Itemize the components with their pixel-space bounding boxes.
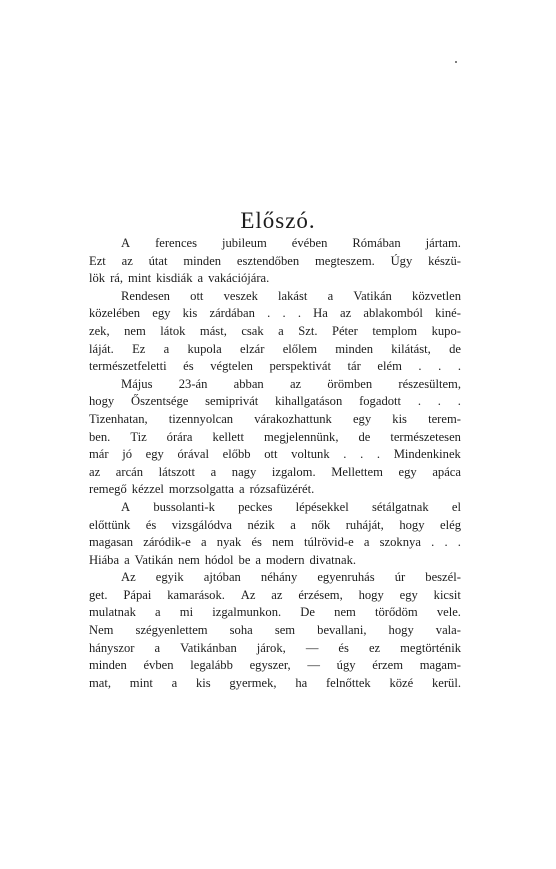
text-line: mat, mint a kis gyermek, ha felnőttek közé kerül. [89,675,461,690]
text-line: Tizenhatan, tizennyolcan várakozhattunk egy kis terem- [89,411,461,426]
text-line: Az egyik ajtóban néhány egyenruhás úr beszél- [121,570,461,585]
text-line: Rendesen ott veszek lakást a Vatikán közvetlen [121,288,461,303]
text-line: ben. Tiz órára kellett megjelennünk, de természetesen [89,429,461,444]
page-title: Előszó. [240,208,316,233]
text-line: Május 23-án abban az örömben részesültem, [121,376,461,391]
text-line: zek, nem látok mást, csak a Szt. Péter templom kupo- [89,323,461,338]
text-line: magasan záródik-e a nyak és nem túlrövid-e a szoknya . . . [89,535,461,550]
text-line: minden évben legalább egyszer, — úgy érzem magam- [89,658,461,673]
text-line: már jó egy órával előbb ott voltunk . . . Mindenkinek [89,447,461,462]
text-line: Ezt az útat minden esztendőben megteszem. Úgy készü- [89,253,461,268]
page-speck [455,61,457,63]
text-line: lök rá, mint kisdiák a vakációjára. [89,271,270,286]
text-line: közelében egy kis zárdában . . . Ha az ablakomból kiné- [89,306,461,321]
body-text [89,235,461,692]
text-line: természetfeletti és végtelen perspektivát tár elém . . . [89,359,461,374]
text-line: A bussolanti-k peckes lépésekkel sétálgatnak el [121,499,461,514]
text-line: mulatnak a mi izgalmunkon. De nem törődöm vele. [89,605,461,620]
text-line: get. Pápai kamarások. Az az érzésem, hogy egy kicsit [89,587,461,602]
text-line: remegő kézzel morzsolgatta a rózsafüzérét. [89,482,315,497]
text-line: A ferences jubileum évében Rómában jártam. [121,236,461,250]
text-line: Nem szégyenlettem soha sem bevallani, hogy vala- [89,623,461,638]
text-line: láját. Ez a kupola elzár előlem minden kilátást, de [89,341,461,356]
text-line: az arcán látszott a nagy izgalom. Mellettem egy apáca [89,464,461,479]
text-line: Hiába a Vatikán nem hódol be a modern divatnak. [89,552,357,567]
text-line: előttünk és vizsgálódva nézik a nők ruháját, hogy elég [89,517,461,532]
text-line: hányszor a Vatikánban járok, — és ez megtörténik [89,640,461,655]
text-line: hogy Őszentsége semiprivát kihallgatáson fogadott . . . [89,394,461,409]
